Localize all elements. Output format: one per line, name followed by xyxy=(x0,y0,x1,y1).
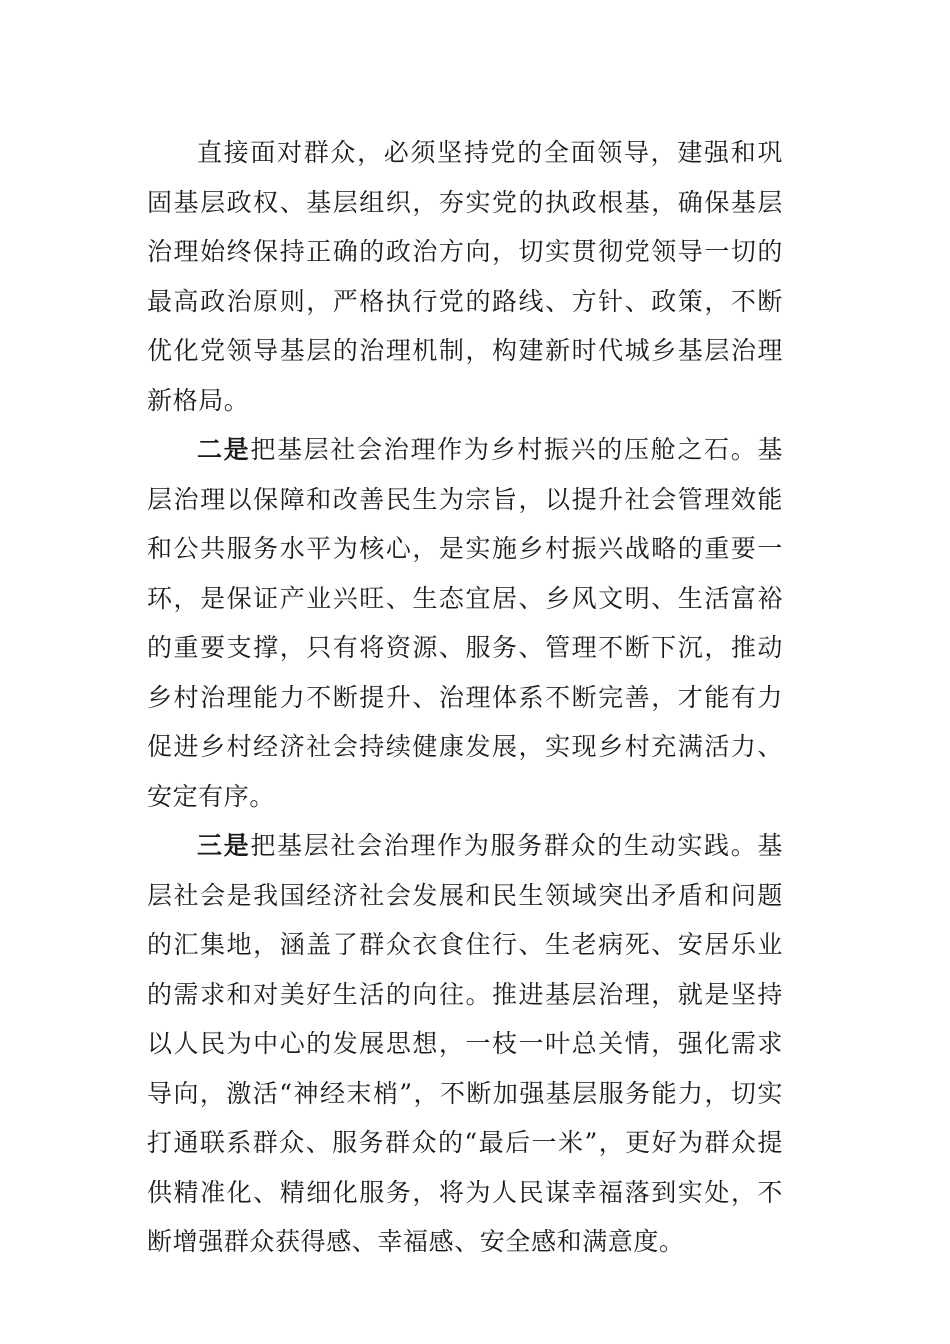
paragraph-3 xyxy=(147,821,783,1267)
body-text xyxy=(147,128,783,1267)
paragraph-2 xyxy=(147,425,783,821)
paragraph-1 xyxy=(147,128,783,425)
paragraph-2-lead: 二是 xyxy=(197,435,251,464)
paragraph-2-text: 把基层社会治理作为乡村振兴的压舱之石。基层治理以保障和改善民生为宗旨，以提升社会管理效能和公共服务水平为核心，是实施乡村振兴战略的重要一环，是保证产业兴旺、生态宜居、乡风文明、生活富裕的重要支撑，只有将资源、服务、管理不断下沉，推动乡村治理能力不断提升、治理体系不断完善，才能有力促进乡村经济社会持续健康发展，实现乡村充满活力、安定有序。 xyxy=(147,435,783,811)
paragraph-3-text: 把基层社会治理作为服务群众的生动实践。基层社会是我国经济社会发展和民生领域突出矛盾和问题的汇集地，涵盖了群众衣食住行、生老病死、安居乐业的需求和对美好生活的向往。推进基层治理，就是坚持以人民为中心的发展思想，一枝一叶总关情，强化需求导向，激活“神经末梢”，不断加强基层服务能力，切实打通联系群众、服务群众的“最后一米”，更好为群众提供精准化、精细化服务，将为人民谋幸福落到实处，不断增强群众获得感、幸福感、安全感和满意度。 xyxy=(147,831,783,1256)
paragraph-1-text: 直接面对群众，必须坚持党的全面领导，建强和巩固基层政权、基层组织，夯实党的执政根基，确保基层治理始终保持正确的政治方向，切实贯彻党领导一切的最高政治原则，严格执行党的路线、方针、政策，不断优化党领导基层的治理机制，构建新时代城乡基层治理新格局。 xyxy=(147,138,783,415)
paragraph-3-lead: 三是 xyxy=(197,831,251,860)
